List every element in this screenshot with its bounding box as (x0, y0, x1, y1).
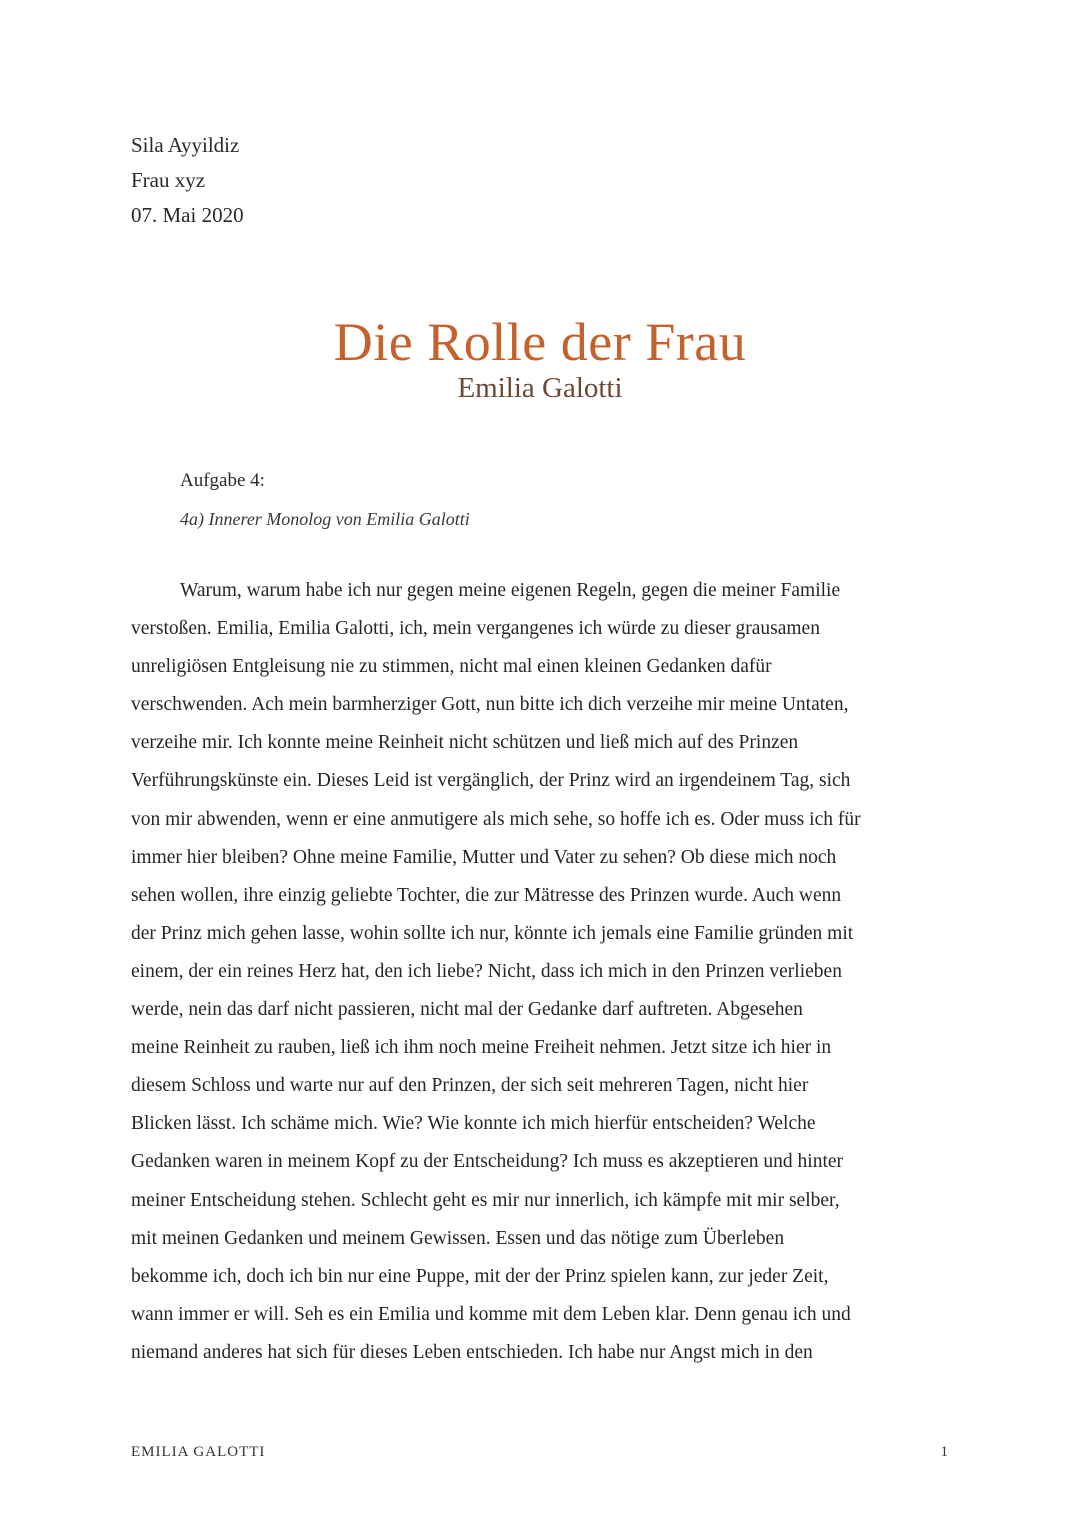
body-line: der Prinz mich gehen lasse, wohin sollte ich nur, könnte ich jemals eine Familie gründen mit (131, 922, 854, 944)
body-line: einem, der ein reines Herz hat, den ich liebe? Nicht, dass ich mich in den Prinzen verlieben (131, 960, 842, 982)
task-heading (180, 462, 470, 538)
body-line: verschwenden. Ach mein barmherziger Gott, nun bitte ich dich verzeihe mir meine Untaten, (131, 694, 849, 716)
page-number: 1 (940, 1444, 948, 1460)
body-line: Warum, warum habe ich nur gegen meine eigenen Regeln, gegen die meiner Familie (180, 580, 841, 601)
body-line: bekomme ich, doch ich bin nur eine Puppe, mit der der Prinz spielen kann, zur jeder Zeit, (131, 1265, 829, 1287)
body-line: meiner Entscheidung stehen. Schlecht geht es mir nur innerlich, ich kämpfe mit mir selber, (131, 1189, 840, 1211)
body-line: von mir abwenden, wenn er eine anmutigere als mich sehe, so hoffe ich es. Oder muss ich für (131, 808, 861, 830)
task-label: Aufgabe 4: (180, 470, 265, 491)
body-paragraph (131, 572, 943, 1372)
body-line: immer hier bleiben? Ohne meine Familie, Mutter und Vater zu sehen? Ob diese mich noch (131, 846, 837, 868)
body-line: verzeihe mir. Ich konnte meine Reinheit nicht schützen und ließ mich auf des Prinzen (131, 732, 799, 754)
body-line: diesem Schloss und warte nur auf den Prinzen, der sich seit mehreren Tagen, nicht hier (131, 1075, 809, 1097)
body-line: meine Reinheit zu rauben, ließ ich ihm noch meine Freiheit nehmen. Jetzt sitze ich hier in (131, 1037, 832, 1059)
title-block (0, 308, 1080, 406)
author-name: Sila Ayyildiz (131, 133, 240, 157)
body-line: verstoßen. Emilia, Emilia Galotti, ich, mein vergangenes ich würde zu dieser grausamen (131, 618, 820, 640)
teacher-name: Frau xyz (131, 168, 206, 192)
document-title: Die Rolle der Frau (333, 312, 747, 372)
body-line: werde, nein das darf nicht passieren, nicht mal der Gedanke darf auftreten. Abgesehen (131, 999, 803, 1021)
body-line: unreligiösen Entgleisung nie zu stimmen, nicht mal einen kleinen Gedanken dafür (131, 656, 772, 678)
body-line: mit meinen Gedanken und meinem Gewissen. Essen und das nötige zum Überleben (131, 1227, 785, 1249)
body-line: Blicken lässt. Ich schäme mich. Wie? Wie konnte ich mich hierfür entscheiden? Welche (131, 1113, 816, 1135)
body-line: Gedanken waren in meinem Kopf zu der Entscheidung? Ich muss es akzeptieren und hinter (131, 1151, 844, 1173)
body-line: niemand anderes hat sich für dieses Leben entschieden. Ich habe nur Angst mich in den (131, 1341, 813, 1363)
body-line: Verführungskünste ein. Dieses Leid ist vergänglich, der Prinz wird an irgendeinem Tag, sich (131, 770, 851, 792)
body-line: wann immer er will. Seh es ein Emilia und komme mit dem Leben klar. Denn genau ich und (131, 1303, 851, 1325)
document-date: 07. Mai 2020 (131, 203, 244, 227)
subtask-label: 4a) Innerer Monolog von Emilia Galotti (180, 509, 470, 529)
document-header (131, 128, 244, 233)
document-subtitle: Emilia Galotti (457, 372, 623, 404)
body-line: sehen wollen, ihre einzig geliebte Tochter, die zur Mätresse des Prinzen wurde. Auch wenn (131, 884, 842, 906)
running-title: EMILIA GALOTTI (131, 1444, 266, 1460)
